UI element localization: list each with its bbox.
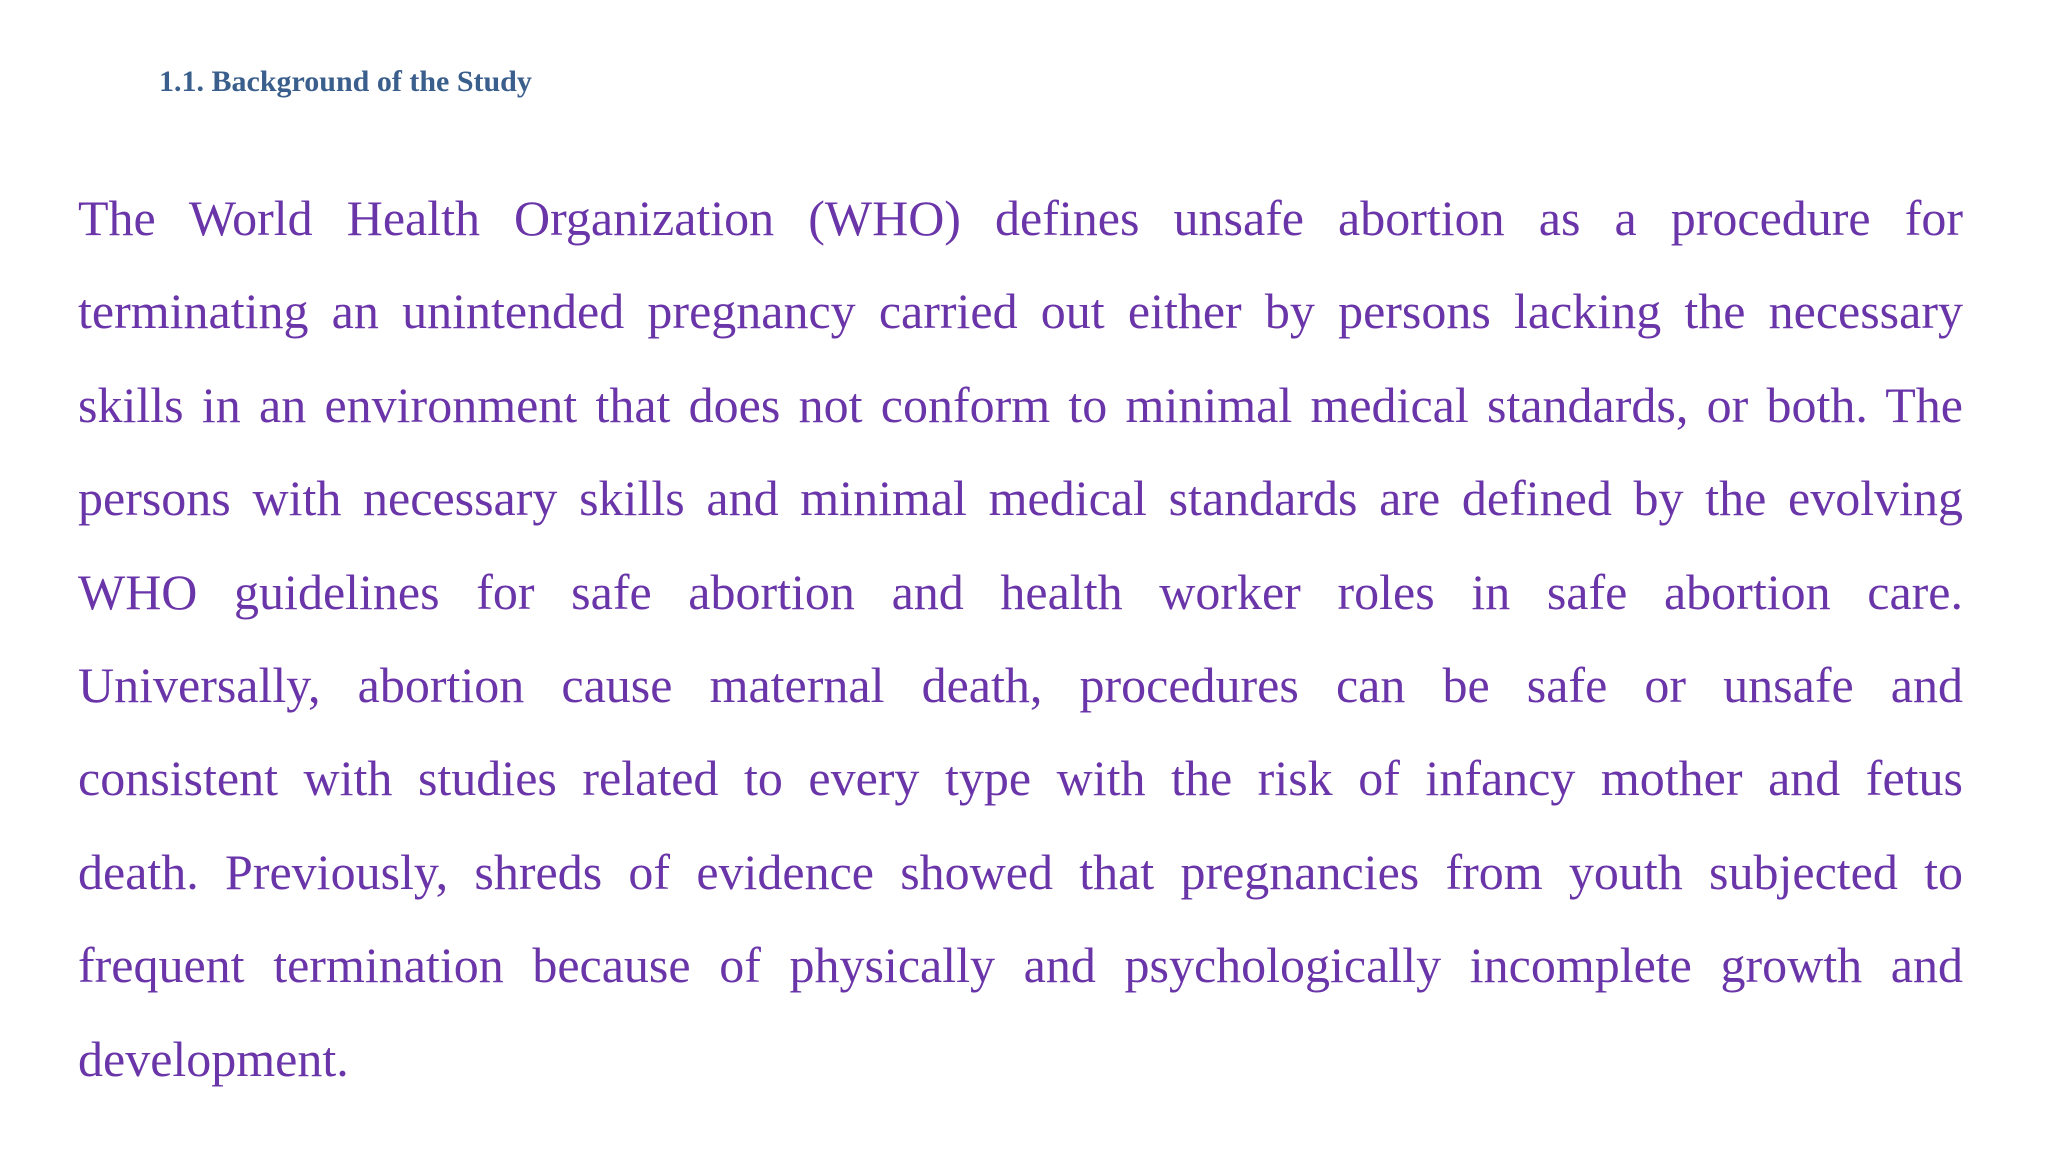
paragraph-line: development. [78,1030,349,1087]
paragraph-line: skills in an environment that does not conform to minimal medical standards, or both. The [78,376,1963,433]
section-heading: 1.1. Background of the Study [159,65,532,98]
paragraph-line: terminating an unintended pregnancy carried out either by persons lacking the necessary [78,283,1963,340]
paragraph-line: death. Previously, shreds of evidence showed that pregnancies from youth subjected to [78,843,1963,900]
paragraph-line: frequent termination because of physically and psychologically incomplete growth and [78,937,1963,994]
paragraph-line: persons with necessary skills and minimal medical standards are defined by the evolving [78,470,1963,527]
paragraph-line: consistent with studies related to every type with the risk of infancy mother and fetus [78,750,1963,807]
body-paragraph [78,172,1963,1106]
paragraph-line: The World Health Organization (WHO) defines unsafe abortion as a procedure for [78,190,1963,246]
paragraph-line: Universally, abortion cause maternal death, procedures can be safe or unsafe and [78,656,1963,713]
paragraph-line: WHO guidelines for safe abortion and health worker roles in safe abortion care. [78,563,1963,620]
